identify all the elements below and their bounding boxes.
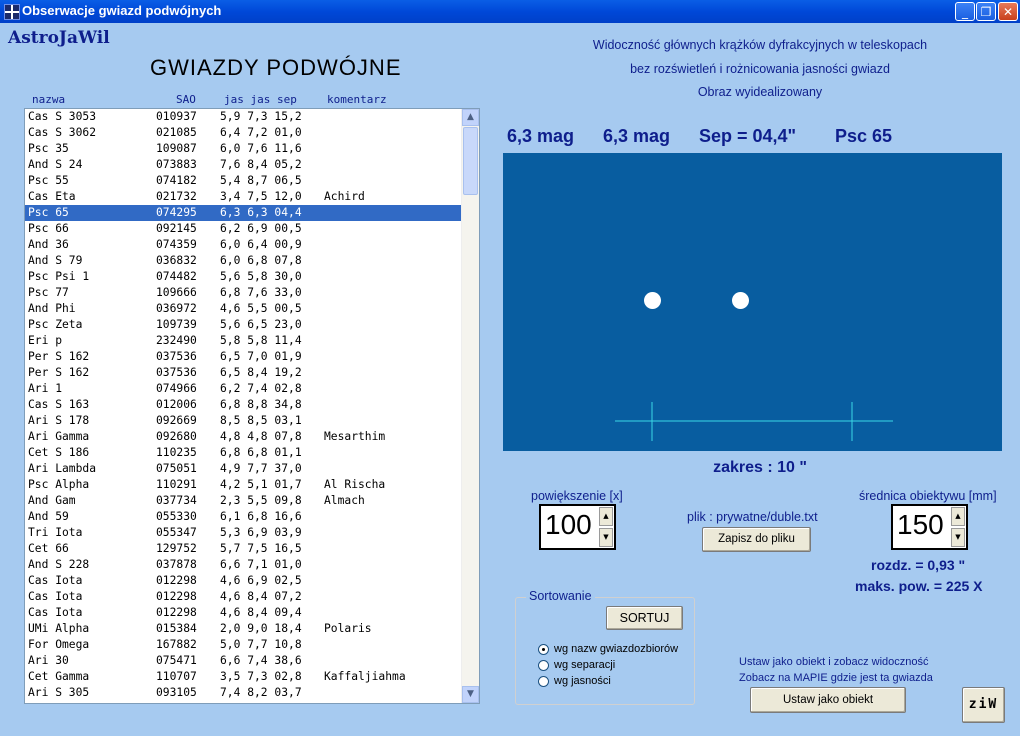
list-cell-name: Psc Zeta (28, 318, 83, 331)
list-cell-sao: 012006 (156, 398, 197, 411)
list-cell-name: Ari S 305 (28, 686, 90, 699)
save-to-file-button[interactable]: Zapisz do pliku (702, 527, 811, 552)
list-item[interactable] (25, 493, 461, 509)
list-cell-name: Psc Psi 1 (28, 270, 90, 283)
list-cell-name: Ari 1 (28, 382, 63, 395)
list-cell-sao: 015384 (156, 622, 197, 635)
sort-button[interactable]: SORTUJ (606, 606, 683, 630)
list-item[interactable] (25, 109, 461, 125)
telescope-view (503, 153, 1002, 451)
list-cell-sao: 074182 (156, 174, 197, 187)
list-item[interactable] (25, 365, 461, 381)
list-cell-name: Cas Iota (28, 574, 83, 587)
list-cell-name: Ari 30 (28, 654, 69, 667)
list-cell-vals: 5,8 5,8 11,4 (220, 334, 302, 347)
object-hint-2: Zobacz na MAPIE gdzie jest ta gwiazda (739, 672, 933, 684)
page-title: GWIAZDY PODWÓJNE (150, 55, 402, 80)
list-cell-sao: 110235 (156, 446, 197, 459)
star-list-rows (25, 109, 479, 701)
list-cell-sao: 074359 (156, 238, 197, 251)
list-item[interactable] (25, 541, 461, 557)
column-header-name: nazwa (32, 93, 66, 106)
star-list[interactable] (24, 108, 480, 704)
list-cell-sao: 092669 (156, 414, 197, 427)
list-cell-comment: Achird (324, 190, 365, 203)
list-item[interactable] (25, 317, 461, 333)
list-item[interactable] (25, 173, 461, 189)
list-cell-name: And 59 (28, 510, 69, 523)
column-header-values: jas jas sep (224, 93, 297, 106)
range-label: zakres : 10 " (713, 459, 807, 476)
list-cell-name: Ari Gamma (28, 430, 90, 443)
list-cell-vals: 6,6 7,4 38,6 (220, 654, 302, 667)
list-cell-name: Cas Iota (28, 590, 83, 603)
list-cell-name: Psc 55 (28, 174, 69, 187)
list-item[interactable] (25, 157, 461, 173)
list-cell-sao: 021732 (156, 190, 197, 203)
list-item[interactable] (25, 429, 461, 445)
magnification-spinner[interactable] (539, 504, 616, 550)
list-item[interactable] (25, 253, 461, 269)
list-cell-sao: 167882 (156, 638, 197, 651)
list-cell-name: Psc 66 (28, 222, 69, 235)
list-item[interactable] (25, 653, 461, 669)
list-cell-vals: 6,0 7,6 11,6 (220, 142, 302, 155)
list-cell-sao: 109666 (156, 286, 197, 299)
list-cell-vals: 6,8 8,8 34,8 (220, 398, 302, 411)
list-cell-comment: Kaffaljiahma (324, 670, 406, 683)
list-item[interactable] (25, 669, 461, 685)
info-line-1: Widoczność głównych krążków dyfrakcyjnych w teleskopach (592, 38, 928, 52)
list-cell-sao: 037878 (156, 558, 197, 571)
list-item[interactable] (25, 397, 461, 413)
sort-group: Sortowanie SORTUJ wg nazw gwiazdozbiorów wg separacji wg jasności (515, 597, 695, 705)
column-header-comment: komentarz (327, 93, 387, 106)
file-label: plik : prywatne/duble.txt (687, 510, 818, 524)
list-cell-vals: 6,8 6,8 01,1 (220, 446, 302, 459)
list-cell-sao: 075051 (156, 462, 197, 475)
list-cell-vals: 6,2 7,4 02,8 (220, 382, 302, 395)
list-item[interactable] (25, 125, 461, 141)
list-cell-name: For Omega (28, 638, 90, 651)
max-power-value: maks. pow. = 225 X (855, 578, 983, 594)
list-cell-name: And S 79 (28, 254, 83, 267)
scroll-up-button[interactable]: ▲ (462, 109, 479, 126)
list-cell-sao: 010937 (156, 110, 197, 123)
list-cell-vals: 6,0 6,8 07,8 (220, 254, 302, 267)
list-item[interactable] (25, 621, 461, 637)
list-cell-name: Cet S 186 (28, 446, 90, 459)
list-item[interactable] (25, 205, 461, 221)
list-scrollbar[interactable] (461, 109, 479, 703)
list-cell-name: And S 228 (28, 558, 90, 571)
list-cell-name: Cas S 3053 (28, 110, 97, 123)
list-cell-sao: 232490 (156, 334, 197, 347)
list-cell-name: Eri p (28, 334, 63, 347)
brand-logo: AstroJaWil (8, 28, 110, 48)
map-view-button[interactable]: ziW (962, 687, 1005, 723)
list-cell-vals: 6,6 7,1 01,0 (220, 558, 302, 571)
list-item[interactable] (25, 381, 461, 397)
list-item[interactable] (25, 445, 461, 461)
list-cell-name: Cet Gamma (28, 670, 90, 683)
list-item[interactable] (25, 349, 461, 365)
list-cell-vals: 2,0 9,0 18,4 (220, 622, 302, 635)
aperture-down-button[interactable]: ▼ (951, 528, 965, 547)
list-cell-vals: 7,4 8,2 03,7 (220, 686, 302, 699)
list-cell-sao: 037734 (156, 494, 197, 507)
list-cell-sao: 012298 (156, 606, 197, 619)
column-header-sao: SAO (176, 93, 196, 106)
list-cell-vals: 5,6 5,8 30,0 (220, 270, 302, 283)
list-item[interactable] (25, 589, 461, 605)
list-cell-vals: 5,3 6,9 03,9 (220, 526, 302, 539)
list-cell-vals: 6,5 8,4 19,2 (220, 366, 302, 379)
list-cell-name: Psc 65 (28, 206, 69, 219)
close-button[interactable]: ✕ (998, 2, 1018, 21)
list-cell-vals: 4,6 5,5 00,5 (220, 302, 302, 315)
list-cell-name: Tri Iota (28, 526, 83, 539)
info-line-2: bez rozświetleń i rożnicowania jasności gwiazd (630, 62, 890, 76)
list-cell-vals: 2,3 5,5 09,8 (220, 494, 302, 507)
list-cell-name: Cet 66 (28, 542, 69, 555)
list-item[interactable] (25, 189, 461, 205)
radio-dot[interactable] (538, 676, 549, 687)
list-item[interactable] (25, 685, 461, 701)
magnification-label: powiększenie [x] (531, 489, 623, 503)
list-cell-sao: 021085 (156, 126, 197, 139)
list-cell-sao: 037536 (156, 366, 197, 379)
list-item[interactable] (25, 333, 461, 349)
list-cell-name: Cas Iota (28, 606, 83, 619)
aperture-spinner[interactable] (891, 504, 968, 550)
title-bar (0, 0, 1020, 23)
list-cell-sao: 012298 (156, 574, 197, 587)
list-cell-vals: 6,8 7,6 33,0 (220, 286, 302, 299)
aperture-label: średnica obiektywu [mm] (859, 489, 997, 503)
info-line-3: Obraz wyidealizowany (697, 85, 823, 99)
list-cell-name: Cas Eta (28, 190, 76, 203)
list-cell-sao: 037536 (156, 350, 197, 363)
list-cell-vals: 4,6 8,4 07,2 (220, 590, 302, 603)
list-cell-name: Psc Alpha (28, 478, 90, 491)
list-cell-sao: 036832 (156, 254, 197, 267)
list-cell-name: And S 24 (28, 158, 83, 171)
list-cell-sao: 074966 (156, 382, 197, 395)
list-cell-sao: 012298 (156, 590, 197, 603)
list-cell-vals: 6,3 6,3 04,4 (220, 206, 302, 219)
list-cell-sao: 055347 (156, 526, 197, 539)
list-cell-name: UMi Alpha (28, 622, 90, 635)
list-cell-vals: 4,6 8,4 09,4 (220, 606, 302, 619)
list-cell-vals: 6,4 7,2 01,0 (220, 126, 302, 139)
scroll-down-button[interactable]: ▼ (462, 686, 479, 703)
list-cell-name: Psc 77 (28, 286, 69, 299)
list-cell-sao: 129752 (156, 542, 197, 555)
list-cell-sao: 074295 (156, 206, 197, 219)
list-item[interactable] (25, 477, 461, 493)
radio-dot[interactable] (538, 660, 549, 671)
list-item[interactable] (25, 637, 461, 653)
object-hint-1: Ustaw jako obiekt i zobacz widoczność (739, 656, 929, 668)
list-cell-sao: 074482 (156, 270, 197, 283)
list-cell-vals: 5,4 8,7 06,5 (220, 174, 302, 187)
list-cell-vals: 5,9 7,3 15,2 (220, 110, 302, 123)
list-cell-sao: 092680 (156, 430, 197, 443)
list-cell-sao: 110707 (156, 670, 197, 683)
list-cell-sao: 036972 (156, 302, 197, 315)
magnification-value[interactable]: 100 (545, 509, 592, 540)
list-cell-vals: 4,9 7,7 37,0 (220, 462, 302, 475)
list-item[interactable] (25, 605, 461, 621)
list-cell-comment: Al Rischa (324, 478, 386, 491)
list-cell-vals: 3,5 7,3 02,8 (220, 670, 302, 683)
list-cell-comment: Almach (324, 494, 365, 507)
list-cell-vals: 5,0 7,7 10,8 (220, 638, 302, 651)
magnitude-1: 6,3 mag (507, 126, 575, 146)
list-item[interactable] (25, 557, 461, 573)
list-cell-name: And Phi (28, 302, 76, 315)
list-cell-vals: 5,7 7,5 16,5 (220, 542, 302, 555)
set-as-object-button[interactable]: Ustaw jako obiekt (750, 687, 906, 713)
list-cell-comment: Polaris (324, 622, 372, 635)
list-item[interactable] (25, 301, 461, 317)
resolution-value: rozdz. = 0,93 " (871, 557, 966, 573)
restore-button[interactable]: ❐ (976, 2, 996, 21)
list-cell-name: Cas S 163 (28, 398, 90, 411)
list-cell-sao: 109739 (156, 318, 197, 331)
aperture-value[interactable]: 150 (897, 509, 944, 540)
list-item[interactable] (25, 269, 461, 285)
list-cell-vals: 4,8 4,8 07,8 (220, 430, 302, 443)
list-item[interactable] (25, 509, 461, 525)
separation: Sep = 04,4" (699, 126, 797, 146)
list-cell-name: Cas S 3062 (28, 126, 97, 139)
sort-legend: Sortowanie (526, 589, 595, 603)
list-cell-name: Psc 35 (28, 142, 69, 155)
list-cell-sao: 109087 (156, 142, 197, 155)
list-item[interactable] (25, 285, 461, 301)
list-cell-sao: 055330 (156, 510, 197, 523)
radio-dot[interactable] (538, 644, 549, 655)
list-cell-name: Per S 162 (28, 350, 90, 363)
list-cell-vals: 4,2 5,1 01,7 (220, 478, 302, 491)
list-item[interactable] (25, 413, 461, 429)
list-item[interactable] (25, 461, 461, 477)
list-cell-comment: Mesarthim (324, 430, 386, 443)
magnitude-2: 6,3 mag (603, 126, 671, 146)
list-cell-name: Ari S 178 (28, 414, 90, 427)
list-cell-sao: 092145 (156, 222, 197, 235)
star-name: Psc 65 (835, 126, 893, 146)
list-cell-name: And Gam (28, 494, 76, 507)
list-cell-name: Per S 162 (28, 366, 90, 379)
list-item[interactable] (25, 237, 461, 253)
aperture-up-button[interactable]: ▲ (951, 507, 965, 526)
list-cell-vals: 7,6 8,4 05,2 (220, 158, 302, 171)
magnification-up-button[interactable]: ▲ (599, 507, 613, 526)
list-cell-sao: 110291 (156, 478, 197, 491)
list-item[interactable] (25, 525, 461, 541)
list-item[interactable] (25, 141, 461, 157)
list-item[interactable] (25, 221, 461, 237)
app-icon (4, 4, 20, 20)
scroll-thumb[interactable] (463, 127, 478, 195)
list-cell-vals: 6,0 6,4 00,9 (220, 238, 302, 251)
list-cell-vals: 6,2 6,9 00,5 (220, 222, 302, 235)
list-cell-vals: 4,6 6,9 02,5 (220, 574, 302, 587)
list-cell-sao: 075471 (156, 654, 197, 667)
list-cell-vals: 8,5 8,5 03,1 (220, 414, 302, 427)
window-title: Obserwacje gwiazd podwójnych (22, 3, 222, 18)
list-cell-vals: 5,6 6,5 23,0 (220, 318, 302, 331)
scale-bar (503, 153, 1002, 451)
minimize-button[interactable]: _ (955, 2, 975, 21)
list-cell-sao: 073883 (156, 158, 197, 171)
list-cell-vals: 6,5 7,0 01,9 (220, 350, 302, 363)
list-cell-sao: 093105 (156, 686, 197, 699)
list-item[interactable] (25, 573, 461, 589)
list-cell-vals: 3,4 7,5 12,0 (220, 190, 302, 203)
list-cell-vals: 6,1 6,8 16,6 (220, 510, 302, 523)
list-cell-name: And 36 (28, 238, 69, 251)
list-cell-name: Ari Lambda (28, 462, 97, 475)
magnification-down-button[interactable]: ▼ (599, 528, 613, 547)
